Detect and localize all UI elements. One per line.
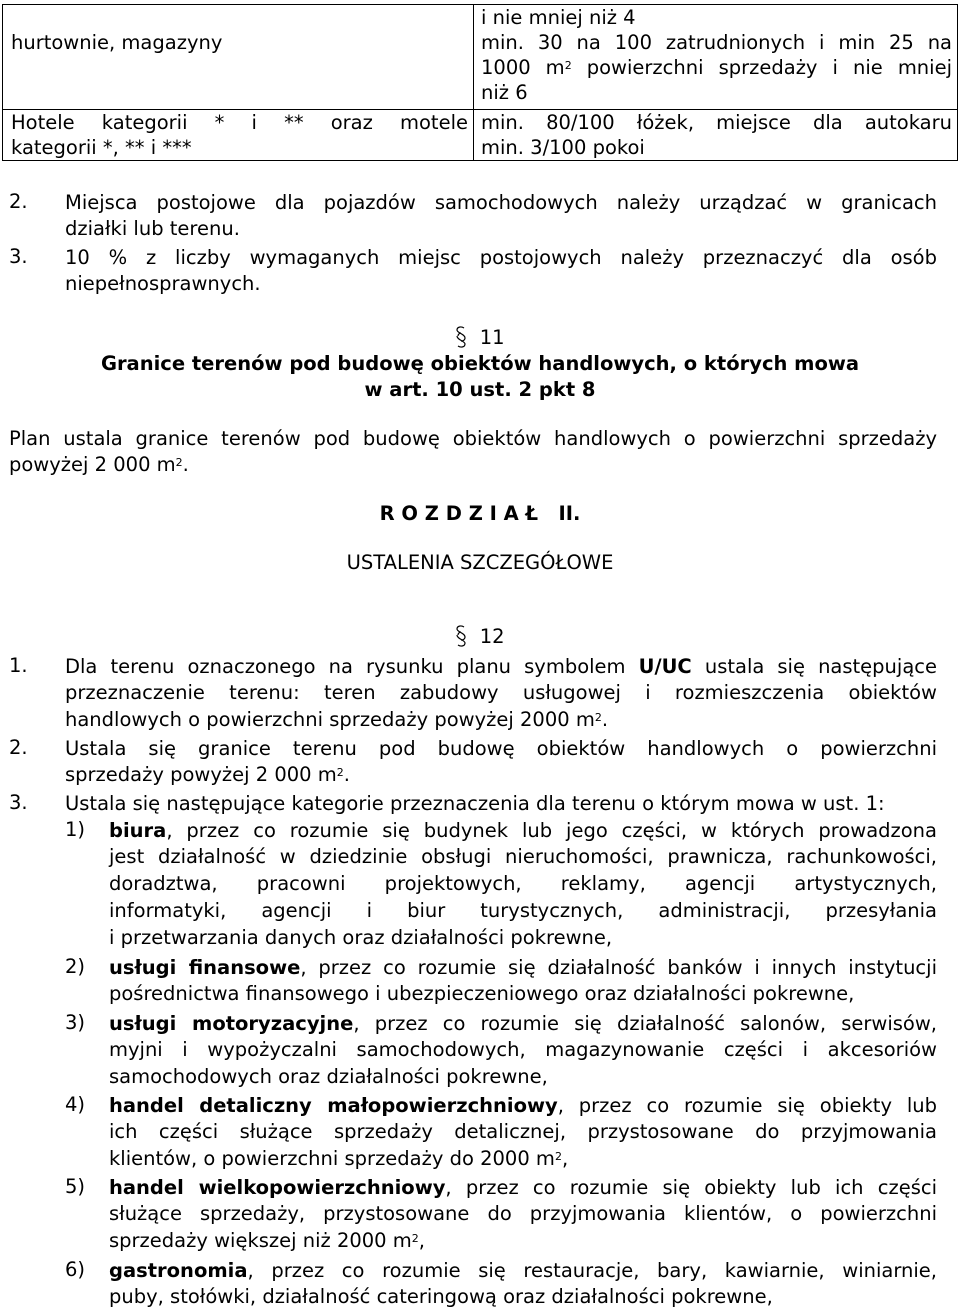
paragraph-text: sprzedaży powyżej 2 000 $m^2$. (65, 763, 350, 786)
paragraph-text: handlowych o powierzchni sprzedaży powyżej 2000 $m^2$. (65, 708, 609, 731)
requirement-line: min. 80/100 łóżek, miejsce dla autokaru (481, 111, 952, 134)
category-text: klientów, o powierzchni sprzedaży do 2000 $m^2$, (109, 1147, 569, 1170)
section-number: 12 (0, 624, 960, 648)
table-row (3, 5, 958, 110)
chapter-subtitle: USTALENIA SZCZEGÓŁOWE (346, 551, 614, 574)
section-sign-icon (455, 325, 467, 349)
paragraph-number: 3. (9, 791, 28, 814)
category-text: hurtownie, magazyny (11, 31, 223, 54)
paragraph-text: Dla terenu oznaczonego na rysunku planu symbolem U/UC ustala się następujące (65, 655, 937, 678)
section-title: w art. 10 ust. 2 pkt 8 (364, 378, 596, 401)
paragraph-text: Ustala się następujące kategorie przeznaczenia dla terenu o którym mowa w ust. 1: (65, 792, 885, 815)
requirement-line: i nie mniej niż 4 (481, 6, 636, 29)
category-text: samochodowych oraz działalności pokrewne, (109, 1065, 548, 1088)
category-text: kategorii *, ** i *** (11, 136, 192, 159)
category-number: 3) (65, 1011, 86, 1034)
item-number: 3. (9, 245, 28, 268)
requirement-line: min. 3/100 pokoi (481, 136, 645, 159)
requirement-line: 1000 $m^2$ powierzchni sprzedaży i nie mniej (481, 56, 953, 79)
item-text: Miejsca postojowe dla pojazdów samochodowych należy urządzać w granicach (65, 191, 937, 214)
category-text: handel wielkopowierzchniowy, przez co rozumie się obiekty lub ich części (109, 1176, 937, 1199)
table-cell-requirement (474, 5, 958, 110)
category-text: i przetwarzania danych oraz działalności pokrewne, (109, 926, 613, 949)
paragraph-text: przeznaczenie terenu: teren zabudowy usługowej i rozmieszczenia obiektów (65, 681, 937, 704)
category-text: puby, stołówki, działalność cateringową oraz działalności pokrewne, (109, 1285, 773, 1308)
paragraph-number: 2. (9, 736, 28, 759)
section-sign-icon (455, 624, 467, 648)
category-text: usługi finansowe, przez co rozumie się działalność banków i innych instytucji (109, 956, 937, 979)
category-text: gastronomia, przez co rozumie się restauracje, bary, kawiarnie, winiarnie, (109, 1259, 937, 1282)
table-row (3, 110, 958, 161)
category-number: 6) (65, 1258, 86, 1281)
category-text: handel detaliczny małopowierzchniowy, przez co rozumie się obiekty lub (109, 1094, 937, 1117)
parking-requirements-table (2, 4, 958, 161)
category-number: 2) (65, 955, 86, 978)
requirement-line: min. 30 na 100 zatrudnionych i min 25 na (481, 31, 952, 54)
table-cell-category (3, 110, 474, 161)
section-title: Granice terenów pod budowę obiektów handlowych, o których mowa (100, 352, 860, 375)
item-text: niepełnosprawnych. (65, 272, 261, 295)
section-body: Plan ustala granice terenów pod budowę obiektów handlowych o powierzchni sprzedaży (9, 427, 937, 450)
category-text: myjni i wypożyczalni samochodowych, magazynowanie części i akcesoriów (109, 1038, 937, 1061)
item-number: 2. (9, 190, 28, 213)
item-text: działki lub terenu. (65, 217, 240, 240)
category-text: ich części służące sprzedaży detalicznej, przystosowane do przyjmowania (109, 1120, 937, 1143)
section-number: 11 (0, 325, 960, 349)
requirement-line: niż 6 (481, 81, 528, 104)
section-body: powyżej 2 000 $m^2$. (9, 453, 189, 476)
category-number: 5) (65, 1175, 86, 1198)
category-text: Hotele kategorii * i ** oraz motele (11, 111, 468, 134)
chapter-title: R O Z D Z I A Ł II. (379, 502, 581, 525)
category-text: jest działalność w dziedzinie obsługi nieruchomości, prawnicza, rachunkowości, (109, 845, 937, 868)
item-text: 10 % z liczby wymaganych miejsc postojowych należy przeznaczyć dla osób (65, 246, 937, 269)
paragraph-text: Ustala się granice terenu pod budowę obiektów handlowych o powierzchni (65, 737, 937, 760)
paragraph-number: 1. (9, 654, 28, 677)
category-text: doradztwa, pracowni projektowych, reklamy, agencji artystycznych, (109, 872, 937, 895)
category-number: 1) (65, 818, 86, 841)
category-number: 4) (65, 1093, 86, 1116)
category-text: biura, przez co rozumie się budynek lub jego części, w których prowadzona (109, 819, 937, 842)
category-text: usługi motoryzacyjne, przez co rozumie się działalność salonów, serwisów, (109, 1012, 938, 1035)
table-cell-requirement (474, 110, 958, 161)
category-text: pośrednictwa finansowego i ubezpieczeniowego oraz działalności pokrewne, (109, 982, 855, 1005)
category-text: sprzedaży większej niż 2000 $m^2$, (109, 1229, 425, 1252)
category-text: służące sprzedaży, przystosowane do przyjmowania klientów, o powierzchni (109, 1202, 937, 1225)
category-text: informatyki, agencji i biur turystycznych, administracji, przesyłania (109, 899, 937, 922)
table-cell-category (3, 5, 474, 110)
